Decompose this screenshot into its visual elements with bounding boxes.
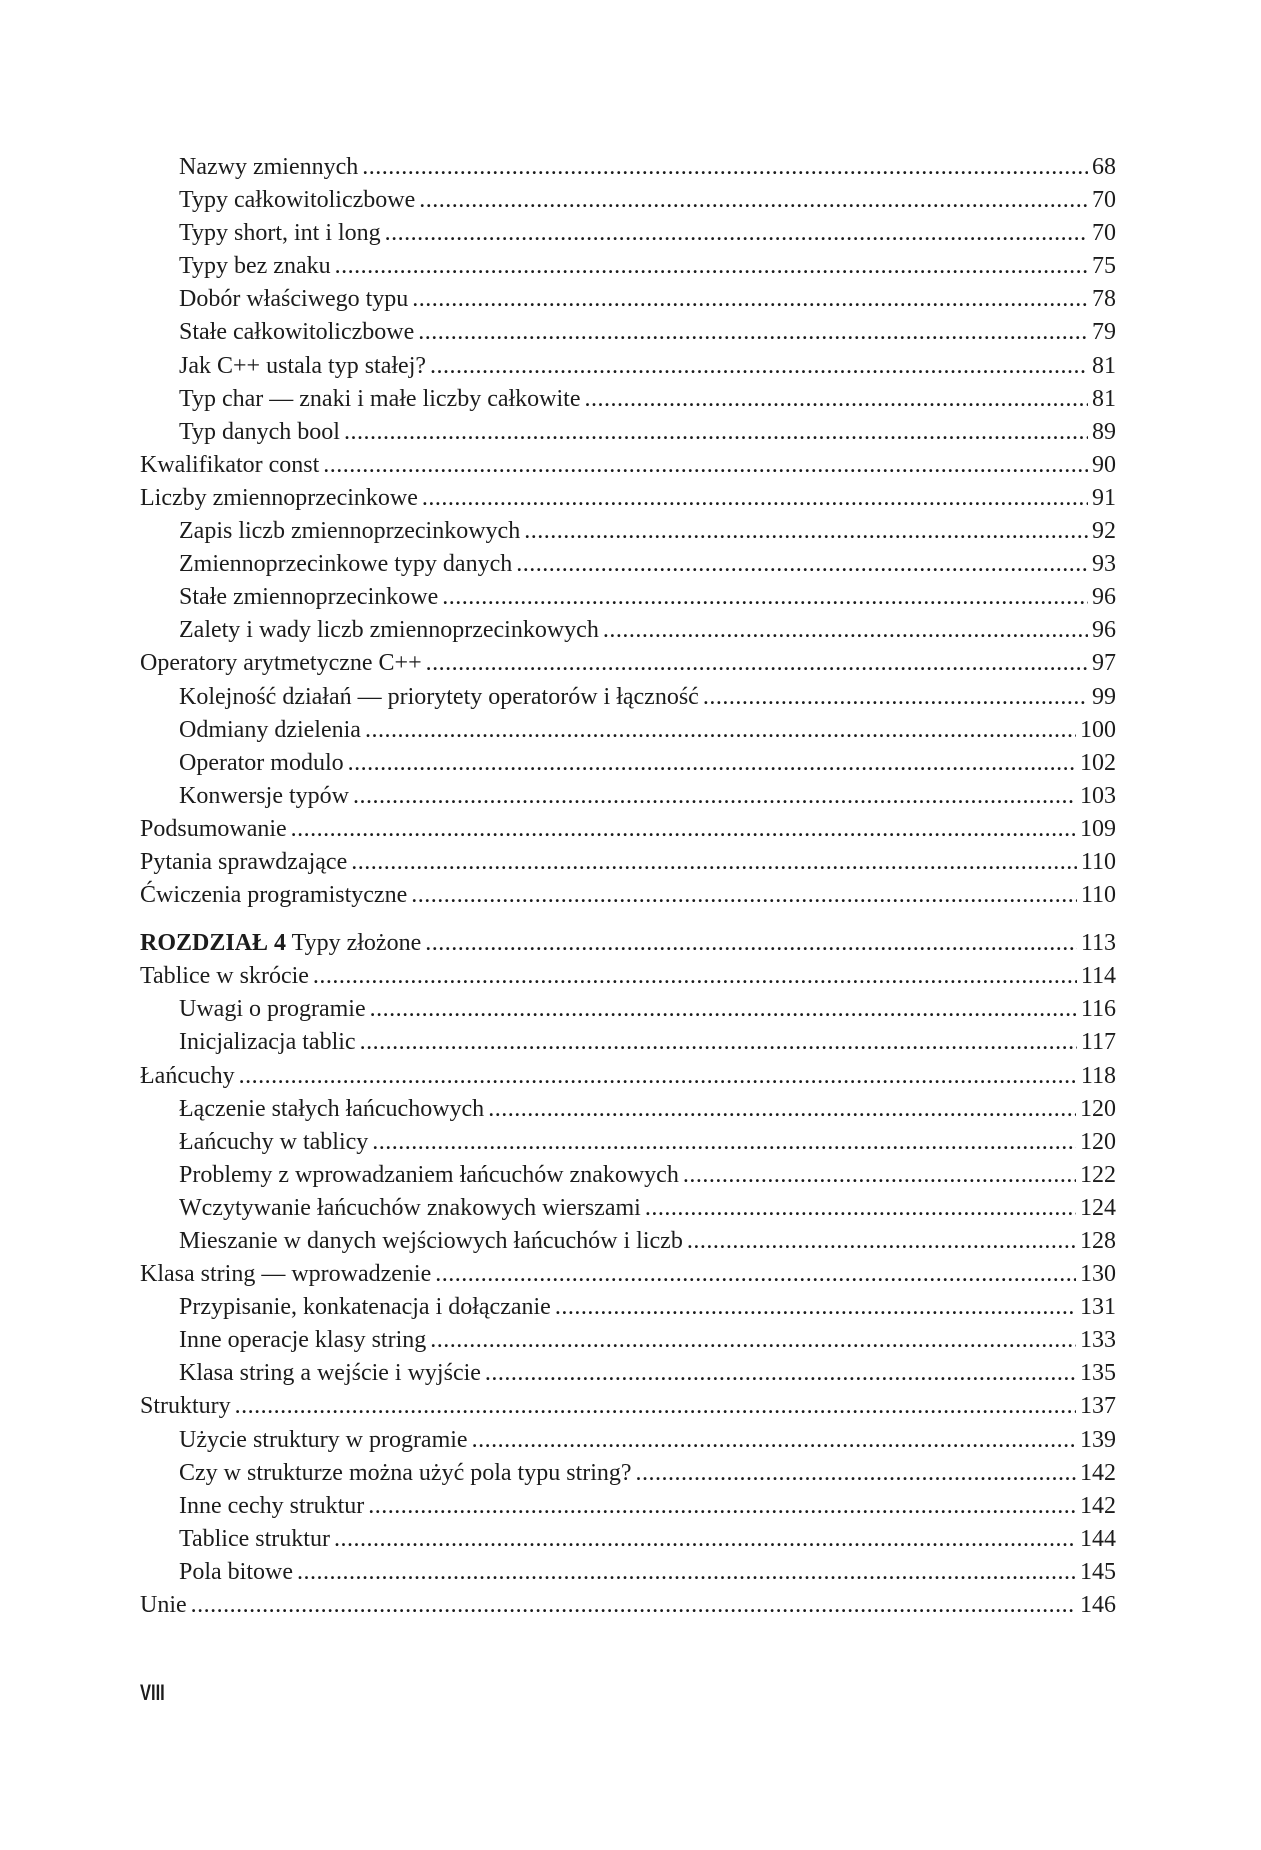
toc-entry-text: Typ danych bool (179, 418, 340, 445)
toc-page-number: 128 (1080, 1228, 1116, 1254)
dot-leader (334, 1523, 1076, 1556)
dot-leader (419, 184, 1088, 217)
toc-section-entry (140, 1390, 1116, 1423)
toc-entry-text: Użycie struktury w programie (179, 1426, 468, 1453)
toc-page-number: 91 (1092, 484, 1116, 511)
toc-entry-title (140, 1258, 431, 1291)
toc-page-number: 145 (1080, 1558, 1116, 1585)
toc-entry-text: Ćwiczenia programistyczne (140, 882, 408, 909)
toc-entry-title (179, 1093, 484, 1126)
toc-entry-title (179, 1457, 632, 1490)
toc-entry-title (179, 1357, 481, 1390)
dot-leader (485, 1357, 1076, 1390)
dot-leader (344, 416, 1088, 449)
toc-page-number: 96 (1092, 617, 1116, 644)
dot-leader (239, 1060, 1077, 1093)
toc-entry-text: Nazwy zmiennych (179, 154, 359, 180)
toc-page-number: 122 (1080, 1161, 1116, 1188)
toc-entry-text: Tablice struktur (179, 1525, 330, 1552)
dot-leader (362, 151, 1088, 184)
toc-page-number: 93 (1092, 551, 1116, 578)
toc-entry-text: Stałe całkowitoliczbowe (179, 319, 415, 346)
dot-leader (353, 780, 1076, 813)
toc-entry-title (140, 449, 319, 482)
toc-entry-text: Problemy z wprowadzaniem łańcuchów znakowych (179, 1161, 679, 1188)
toc-entry-text: Tablice w skrócie (140, 963, 309, 990)
toc-section-entry (140, 482, 1116, 515)
dot-leader (524, 515, 1088, 548)
dot-leader (297, 1556, 1076, 1589)
toc-page-number: 131 (1080, 1294, 1116, 1321)
dot-leader (422, 482, 1088, 515)
toc-entry-title (179, 1556, 293, 1589)
dot-leader (442, 581, 1088, 614)
toc-section-entry (140, 813, 1116, 846)
dot-leader (426, 647, 1088, 680)
toc-page-number: 99 (1092, 683, 1116, 710)
toc-subsection-entry (140, 614, 1116, 647)
toc-entry-title (140, 1060, 235, 1093)
toc-page-number: 89 (1092, 418, 1116, 445)
toc-page-number: 116 (1080, 996, 1116, 1023)
toc-subsection-entry (140, 151, 1116, 184)
toc-page-number: 118 (1080, 1062, 1116, 1089)
dot-leader (488, 1093, 1076, 1126)
toc-subsection-entry (140, 1093, 1116, 1126)
dot-leader (323, 449, 1088, 482)
toc-entry-text: Operatory arytmetyczne C++ (140, 650, 422, 677)
dot-leader (703, 681, 1088, 714)
toc-entry-title (179, 250, 331, 283)
toc-page-number: 113 (1080, 930, 1116, 957)
dot-leader (683, 1159, 1076, 1192)
dot-leader (636, 1457, 1076, 1490)
dot-leader (368, 1490, 1076, 1523)
dot-leader (555, 1291, 1076, 1324)
dot-leader (430, 350, 1088, 383)
toc-subsection-entry (140, 1424, 1116, 1457)
toc-section-entry (140, 1060, 1116, 1093)
toc-entry-title (179, 515, 520, 548)
toc-subsection-entry (140, 1556, 1116, 1589)
toc-entry-title (179, 714, 361, 747)
toc-subsection-entry (140, 383, 1116, 416)
toc-subsection-entry (140, 747, 1116, 780)
toc-page-number: 110 (1080, 848, 1116, 875)
toc-entry-title (179, 1126, 368, 1159)
dot-leader (430, 1324, 1076, 1357)
toc-page-number: 70 (1092, 220, 1116, 247)
toc-entry-text: Klasa string — wprowadzenie (140, 1261, 432, 1288)
toc-page-number: 130 (1080, 1261, 1116, 1288)
toc-entry-title (179, 184, 415, 217)
toc-entry-text: Inicjalizacja tablic (179, 1029, 356, 1056)
toc-subsection-entry (140, 1291, 1116, 1324)
toc-entry-title (179, 316, 414, 349)
toc-entry-text: Uwagi o programie (179, 996, 366, 1023)
toc-entry-text: Struktury (140, 1393, 231, 1420)
toc-entry-text: Wczytywanie łańcuchów znakowych wierszami (179, 1194, 641, 1221)
dot-leader (418, 316, 1088, 349)
toc-page-number: 96 (1092, 584, 1116, 611)
toc-section-entry (140, 1589, 1116, 1622)
toc-entry-text: Stałe zmiennoprzecinkowe (179, 584, 439, 611)
toc-entry-title (179, 581, 438, 614)
toc-section-entry (140, 846, 1116, 879)
toc-section-entry (140, 1258, 1116, 1291)
toc-subsection-entry (140, 1026, 1116, 1059)
toc-entry-title (179, 350, 426, 383)
toc-page-number: 92 (1092, 518, 1116, 545)
dot-leader (335, 250, 1088, 283)
toc-entry-text: Kwalifikator const (140, 451, 320, 478)
toc-subsection-entry (140, 184, 1116, 217)
toc-entry-text: Pola bitowe (179, 1558, 293, 1585)
toc-page-number: 135 (1080, 1360, 1116, 1387)
toc-subsection-entry (140, 1324, 1116, 1357)
toc-entry-title (140, 879, 407, 912)
dot-leader (348, 747, 1076, 780)
toc-section-entry (140, 879, 1116, 912)
toc-entry-text: Mieszanie w danych wejściowych łańcuchów i liczb (179, 1228, 683, 1254)
toc-entry-text: Kolejność działań — priorytety operatorów i łączność (179, 683, 699, 710)
toc-subsection-entry (140, 250, 1116, 283)
toc-page-number: 139 (1080, 1426, 1116, 1453)
dot-leader (351, 846, 1077, 879)
dot-leader (191, 1589, 1076, 1622)
toc-entry-title (140, 482, 418, 515)
toc-page-number: 81 (1092, 385, 1116, 412)
toc-entry-text: Typy złożone (291, 930, 422, 957)
dot-leader (516, 548, 1088, 581)
toc-page-number: 114 (1080, 963, 1116, 990)
toc-page-number: 120 (1080, 1128, 1116, 1155)
toc-entry-title (179, 1291, 551, 1324)
toc-entry-title (140, 1390, 231, 1423)
toc-section-entry (140, 960, 1116, 993)
toc-entry-text: Zalety i wady liczb zmiennoprzecinkowych (179, 617, 599, 644)
toc-subsection-entry (140, 1523, 1116, 1556)
toc-page-number: 142 (1080, 1459, 1116, 1486)
toc-subsection-entry (140, 217, 1116, 250)
toc-subsection-entry (140, 548, 1116, 581)
toc-entry-text: Operator modulo (179, 749, 344, 776)
toc-page-number: 120 (1080, 1095, 1116, 1122)
dot-leader (585, 383, 1089, 416)
toc-page-number: 75 (1092, 253, 1116, 280)
toc-entry-text: Typy całkowitoliczbowe (179, 187, 416, 214)
toc-entry-text: Łańcuchy w tablicy (179, 1128, 369, 1155)
toc-entry-title (140, 927, 421, 960)
toc-page-number: 68 (1092, 154, 1116, 180)
dot-leader (425, 927, 1077, 960)
toc-entry-text: Czy w strukturze można użyć pola typu string? (179, 1459, 632, 1486)
toc-page-number: 142 (1080, 1492, 1116, 1519)
toc-page-number: 146 (1080, 1592, 1116, 1619)
toc-entry-title (179, 681, 699, 714)
toc-subsection-entry (140, 416, 1116, 449)
dot-leader (291, 813, 1076, 846)
toc-entry-title (179, 780, 349, 813)
toc-page-number: 110 (1080, 882, 1116, 909)
toc-entry-text: Zapis liczb zmiennoprzecinkowych (179, 518, 521, 545)
dot-leader (645, 1192, 1076, 1225)
toc-subsection-entry (140, 1159, 1116, 1192)
toc-page-number: 70 (1092, 187, 1116, 214)
toc-subsection-entry (140, 350, 1116, 383)
toc-page-number: 124 (1080, 1194, 1116, 1221)
toc-page-number: 78 (1092, 286, 1116, 313)
toc-subsection-entry (140, 316, 1116, 349)
toc-page-number: 102 (1080, 749, 1116, 776)
dot-leader (313, 960, 1077, 993)
toc-entry-title (179, 151, 358, 184)
toc-entry-text: Jak C++ ustala typ stałej? (179, 352, 427, 379)
toc-entry-title (140, 813, 287, 846)
toc-entry-text: Inne cechy struktur (179, 1492, 365, 1519)
dot-leader (435, 1258, 1076, 1291)
toc-entry-text: Inne operacje klasy string (179, 1327, 427, 1354)
toc-entry-text: Typ char — znaki i małe liczby całkowite (179, 385, 581, 412)
toc-subsection-entry (140, 1192, 1116, 1225)
toc-entry-title (179, 217, 381, 250)
toc-page-number: 137 (1080, 1393, 1116, 1420)
toc-page-number: 79 (1092, 319, 1116, 346)
toc-entry-title (179, 614, 599, 647)
toc-subsection-entry (140, 515, 1116, 548)
toc-page-number: 103 (1080, 782, 1116, 809)
toc-chapter-entry (140, 927, 1116, 960)
toc-subsection-entry (140, 1490, 1116, 1523)
toc-page-number: 97 (1092, 650, 1116, 677)
toc-entry-title (179, 993, 366, 1026)
toc-subsection-entry (140, 780, 1116, 813)
toc-entry-title (179, 1424, 468, 1457)
toc-subsection-entry (140, 1457, 1116, 1490)
dot-leader (360, 1026, 1077, 1059)
toc-entry-title (179, 1159, 679, 1192)
table-of-contents (140, 151, 1116, 1622)
toc-entry-text: Łańcuchy (140, 1062, 235, 1089)
toc-entry-title (140, 1589, 187, 1622)
toc-entry-title (179, 383, 581, 416)
toc-entry-text: Konwersje typów (179, 782, 349, 809)
dot-leader (370, 993, 1077, 1026)
toc-entry-text: Typy short, int i long (179, 220, 381, 247)
dot-leader (365, 714, 1076, 747)
toc-entry-text: Podsumowanie (140, 815, 287, 842)
toc-entry-text: Pytania sprawdzające (140, 848, 348, 875)
toc-entry-text: Odmiany dzielenia (179, 716, 361, 743)
dot-leader (235, 1390, 1076, 1423)
dot-leader (603, 614, 1088, 647)
toc-subsection-entry (140, 1126, 1116, 1159)
toc-entry-title (179, 1490, 364, 1523)
chapter-label: ROZDZIAŁ 4 (140, 930, 287, 957)
toc-page-number: 109 (1080, 815, 1116, 842)
toc-entry-title (179, 1225, 683, 1258)
toc-page-number: 133 (1080, 1327, 1116, 1354)
toc-subsection-entry (140, 993, 1116, 1026)
toc-entry-text: Zmiennoprzecinkowe typy danych (179, 551, 513, 578)
toc-page-number: 100 (1080, 716, 1116, 743)
toc-entry-title (140, 960, 309, 993)
dot-leader (687, 1225, 1076, 1258)
dot-leader (372, 1126, 1076, 1159)
toc-entry-text: Typy bez znaku (179, 253, 331, 280)
toc-entry-title (179, 1192, 641, 1225)
toc-entry-title (140, 647, 422, 680)
dot-leader (472, 1424, 1076, 1457)
toc-entry-title (179, 747, 344, 780)
toc-subsection-entry (140, 681, 1116, 714)
toc-entry-text: Klasa string a wejście i wyjście (179, 1360, 481, 1387)
toc-subsection-entry (140, 283, 1116, 316)
toc-subsection-entry (140, 1225, 1116, 1258)
toc-page-number: 81 (1092, 352, 1116, 379)
toc-entry-text: Dobór właściwego typu (179, 286, 409, 313)
dot-leader (412, 283, 1088, 316)
toc-entry-text: Unie (140, 1592, 187, 1619)
toc-entry-title (179, 1026, 356, 1059)
toc-entry-text: Liczby zmiennoprzecinkowe (140, 484, 418, 511)
toc-page-number: 144 (1080, 1525, 1116, 1552)
toc-entry-title (179, 1523, 330, 1556)
toc-subsection-entry (140, 714, 1116, 747)
toc-page-number: 90 (1092, 451, 1116, 478)
toc-section-entry (140, 647, 1116, 680)
toc-entry-title (179, 283, 408, 316)
toc-entry-text: Łączenie stałych łańcuchowych (179, 1095, 485, 1122)
toc-entry-title (179, 1324, 426, 1357)
toc-entry-title (179, 416, 340, 449)
dot-leader (411, 879, 1077, 912)
toc-entry-title (179, 548, 512, 581)
toc-entry-text: Przypisanie, konkatenacja i dołączanie (179, 1294, 551, 1321)
toc-subsection-entry (140, 1357, 1116, 1390)
toc-page-number: 117 (1080, 1029, 1116, 1056)
page-number: VIII (140, 1680, 165, 1705)
toc-entry-title (140, 846, 347, 879)
dot-leader (385, 217, 1088, 250)
toc-subsection-entry (140, 581, 1116, 614)
toc-section-entry (140, 449, 1116, 482)
